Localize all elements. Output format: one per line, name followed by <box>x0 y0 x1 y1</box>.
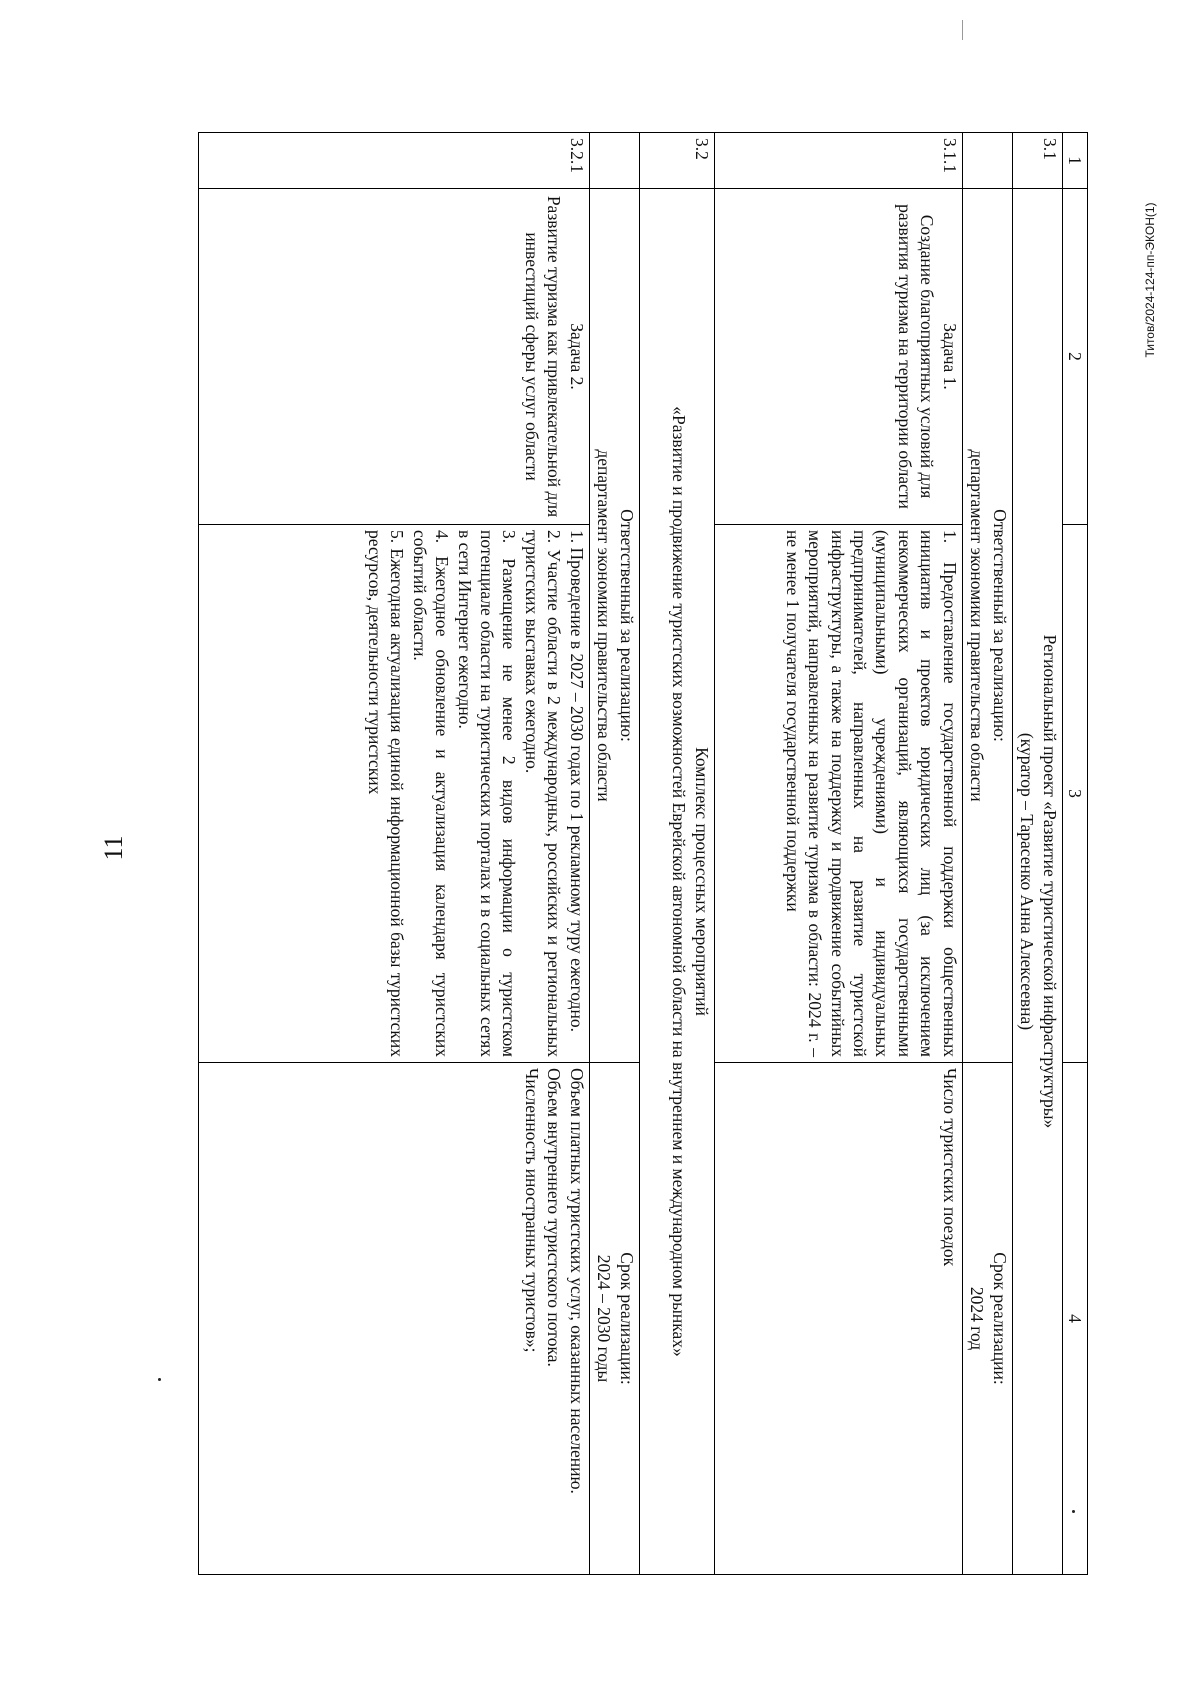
task1-row <box>714 133 962 1575</box>
task1-number: 3.1.1 <box>714 133 962 189</box>
term-label: Срок реализации: <box>989 1252 1010 1385</box>
scan-dot <box>158 1378 161 1381</box>
complex-title: Комплекс процессных мероприятий <box>691 747 712 1016</box>
task2-measure: 3. Размещение не менее 2 видов информации о туристском потенциале области на туристических порталах и в социальных сетях в сети Интернет ежегодно. <box>454 530 520 1057</box>
task2-measures-cell <box>199 525 590 1063</box>
header-col-4: 4 <box>1062 1063 1087 1575</box>
rotated-table-container <box>198 132 1088 1574</box>
task2-indicators-cell <box>199 1063 590 1575</box>
complex-responsible-row <box>589 133 639 1575</box>
task2-measure: 1. Проведение в 2027 – 2030 годах по 1 рекламному туру ежегодно. <box>566 530 587 1032</box>
task1-indicator: Число туристских поездок <box>714 1063 962 1575</box>
task2-measure: 2. Участие области в 2 международных, российских и региональных туристских выставках ежегодно. <box>521 530 565 1057</box>
task2-number: 3.2.1 <box>199 133 590 189</box>
complex-term-cell <box>589 1063 639 1575</box>
scan-mark <box>962 20 963 40</box>
responsible-value: департамент экономики правительства области <box>594 449 615 802</box>
header-col-1: 1 <box>1062 133 1087 189</box>
task2-measure: 4. Ежегодное обновление и актуализация календаря туристских событий области. <box>409 530 453 1057</box>
term-value: 2024 – 2030 годы <box>594 1254 615 1383</box>
header-row <box>1062 133 1087 1575</box>
responsible-label: Ответственный за реализацию: <box>616 509 637 742</box>
task2-indicator: Численность иностранных туристов»; <box>521 1068 542 1353</box>
term-label: Срок реализации: <box>616 1252 637 1385</box>
term-value: 2024 год <box>967 1286 988 1351</box>
complex-title-cell <box>639 189 714 1575</box>
program-table <box>198 132 1088 1575</box>
project-number: 3.1 <box>1012 133 1062 189</box>
project-title-cell <box>1012 189 1062 1575</box>
task2-title: Задача 2. <box>566 323 587 390</box>
task1-measure: 1. Предоставление государственной поддержки общественных инициатив и проектов юридических лиц (за исключением некоммерческих организаций, являющихся государственными (муниципальными) учреждениями) и индивидуальных предпринимателей, направленных на развитие туристской инфраструктуры, а также на поддержку и продвижение событийных мероприятий, направленных на развитие туризма в области: 2024 г. – не менее 1 получателя государственной поддержки <box>714 525 962 1063</box>
task2-cell <box>199 189 590 525</box>
responsible-label: Ответственный за реализацию: <box>989 509 1010 742</box>
task2-description: Развитие туризма как привлекательной для инвестиций сферы услуг области <box>521 195 565 518</box>
complex-responsible-cell <box>589 189 639 1063</box>
task2-measure: 5. Ежегодная актуализация единой информационной базы туристских ресурсов, деятельности туристских <box>365 530 408 1057</box>
task1-cell <box>714 189 962 525</box>
complex-number: 3.2 <box>639 133 714 189</box>
empty-cell <box>589 133 639 189</box>
task1-title: Задача 1. <box>939 323 960 390</box>
project-title-row <box>1012 133 1062 1575</box>
project-responsible-cell <box>962 189 1012 1063</box>
task2-indicator: Объем внутреннего туристского потока. <box>544 1068 565 1367</box>
complex-subtitle: «Развитие и продвижение туристских возможностей Еврейской автономной области на внутреннем и международном рынках» <box>669 406 690 1357</box>
project-responsible-row <box>962 133 1012 1575</box>
empty-cell <box>962 133 1012 189</box>
document-code: Титов/2024-124-пп-ЭКОН(1) <box>1143 202 1157 358</box>
project-title: Региональный проект «Развитие туристической инфраструктуры» <box>1039 634 1060 1129</box>
project-term-cell <box>962 1063 1012 1575</box>
task2-row <box>199 133 590 1575</box>
task2-indicator: Объем платных туристских услуг, оказанных населению. <box>566 1068 587 1494</box>
task1-description: Создание благоприятных условий для развития туризма на территории области <box>894 204 938 509</box>
responsible-value: департамент экономики правительства области <box>967 449 988 802</box>
complex-title-row <box>639 133 714 1575</box>
project-curator: (куратор – Тарасенко Анна Алексеевна) <box>1017 732 1038 1031</box>
header-col-2: 2 <box>1062 189 1087 525</box>
header-col-3: 3 <box>1062 525 1087 1063</box>
page-number: 11 <box>99 835 128 861</box>
